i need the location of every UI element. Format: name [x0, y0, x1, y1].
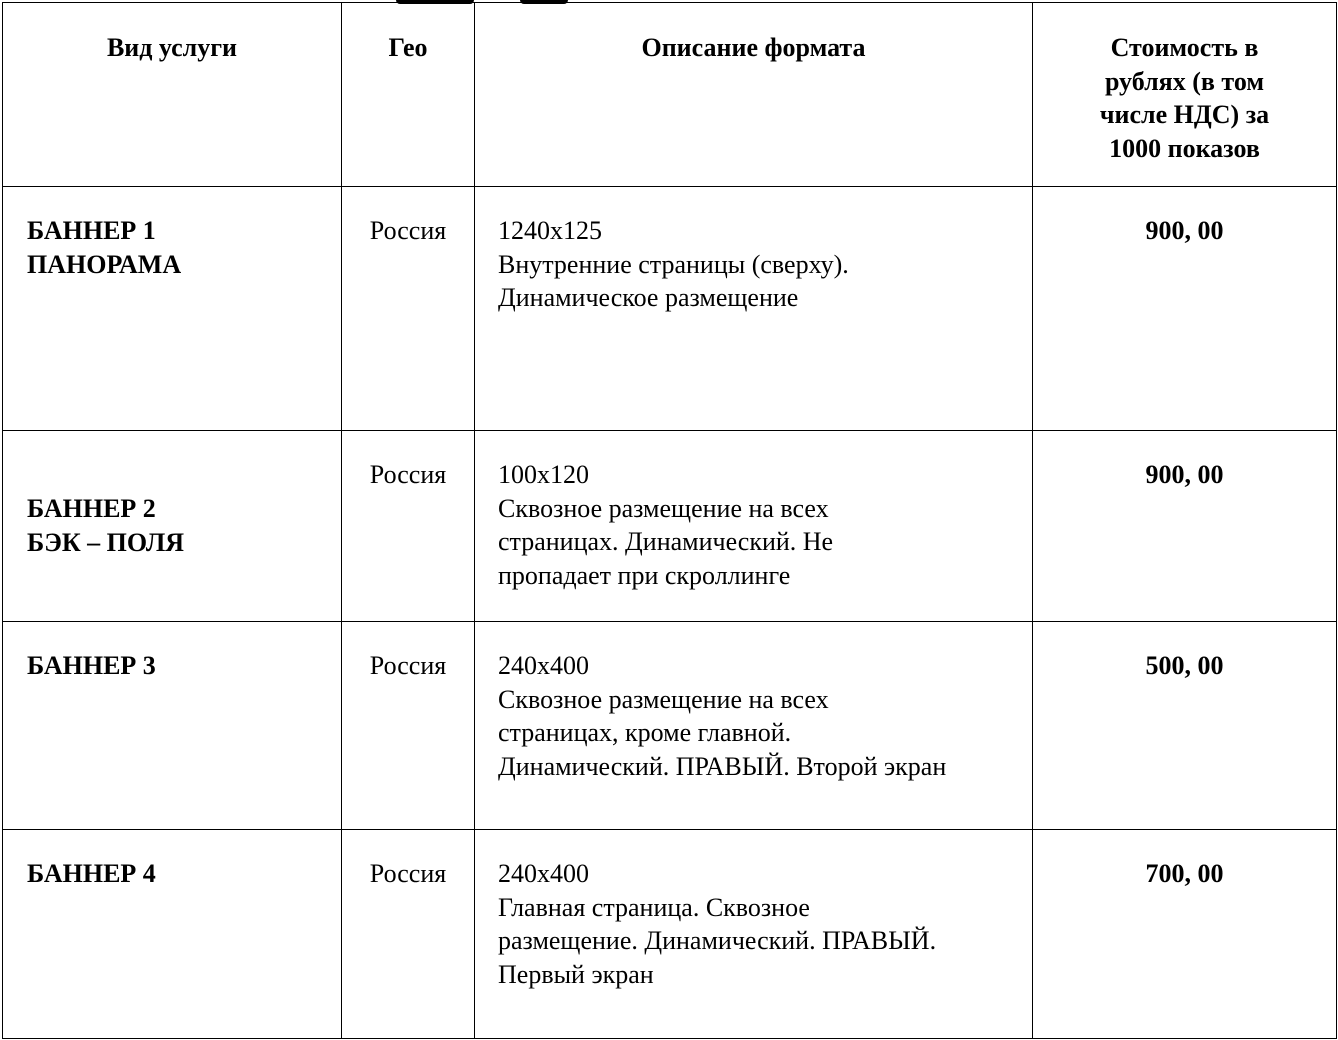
- description-line: 240х400: [498, 859, 589, 888]
- service-cell: [3, 187, 342, 431]
- header-description-label: Описание формата: [641, 33, 866, 62]
- service-name-line: БАННЕР 3: [27, 651, 156, 680]
- description-line: страницах, кроме главной.: [498, 718, 792, 747]
- header-description: [475, 3, 1033, 187]
- service-name-line: БЭК – ПОЛЯ: [27, 527, 184, 557]
- geo-cell: [342, 187, 475, 431]
- geo-value: Россия: [369, 651, 447, 680]
- service-name-line: БАННЕР 1: [27, 216, 156, 245]
- price-value: 900, 00: [1145, 460, 1224, 489]
- description-line: 100х120: [498, 460, 589, 489]
- description-line: Сквозное размещение на всех: [498, 684, 829, 714]
- geo-cell: [342, 830, 475, 1039]
- service-name-line: БАННЕР 4: [27, 859, 156, 888]
- header-service: [3, 3, 342, 187]
- geo-cell: [342, 622, 475, 830]
- description-line: Первый экран: [498, 959, 654, 989]
- table-row: [3, 187, 1337, 431]
- price-value: 700, 00: [1145, 859, 1224, 888]
- description-line: Главная страница. Сквозное: [498, 892, 810, 922]
- description-cell: [475, 187, 1033, 431]
- header-price: [1033, 3, 1337, 187]
- header-geo: [342, 3, 475, 187]
- geo-value: Россия: [369, 460, 447, 489]
- geo-cell: [342, 431, 475, 622]
- header-service-label: Вид услуги: [106, 33, 238, 62]
- service-cell: [3, 830, 342, 1039]
- price-cell: [1033, 622, 1337, 830]
- description-line: Внутренние страницы (сверху).: [498, 249, 849, 279]
- description-cell: [475, 830, 1033, 1039]
- header-geo-label: Гео: [388, 33, 428, 62]
- table-row: [3, 431, 1337, 622]
- geo-value: Россия: [369, 216, 447, 245]
- service-name-line: ПАНОРАМА: [27, 249, 182, 279]
- price-cell: [1033, 830, 1337, 1039]
- description-line: 240х400: [498, 651, 589, 680]
- header-price-line: рублях (в том: [1104, 66, 1265, 96]
- table-header-row: [3, 3, 1337, 187]
- table-row: [3, 622, 1337, 830]
- table-row: [3, 830, 1337, 1039]
- service-name-line: БАННЕР 2: [27, 494, 156, 523]
- price-value: 900, 00: [1145, 216, 1224, 245]
- description-line: Динамический. ПРАВЫЙ. Второй экран: [498, 751, 947, 781]
- description-line: страницах. Динамический. Не: [498, 527, 834, 556]
- description-line: Динамическое размещение: [498, 283, 799, 312]
- description-cell: [475, 622, 1033, 830]
- header-price-line: 1000 показов: [1109, 133, 1260, 163]
- price-cell: [1033, 431, 1337, 622]
- description-line: пропадает при скроллинге: [498, 560, 791, 590]
- header-price-line: числе НДС) за: [1099, 100, 1270, 129]
- description-line: Сквозное размещение на всех: [498, 493, 829, 523]
- pricing-table: [2, 2, 1337, 1039]
- service-cell: [3, 431, 342, 622]
- description-line: 1240х125: [498, 216, 602, 245]
- price-cell: [1033, 187, 1337, 431]
- header-price-line: Стоимость в: [1110, 33, 1259, 62]
- description-cell: [475, 431, 1033, 622]
- description-line: размещение. Динамический. ПРАВЫЙ.: [498, 926, 937, 955]
- geo-value: Россия: [369, 859, 447, 888]
- price-value: 500, 00: [1145, 651, 1224, 680]
- service-cell: [3, 622, 342, 830]
